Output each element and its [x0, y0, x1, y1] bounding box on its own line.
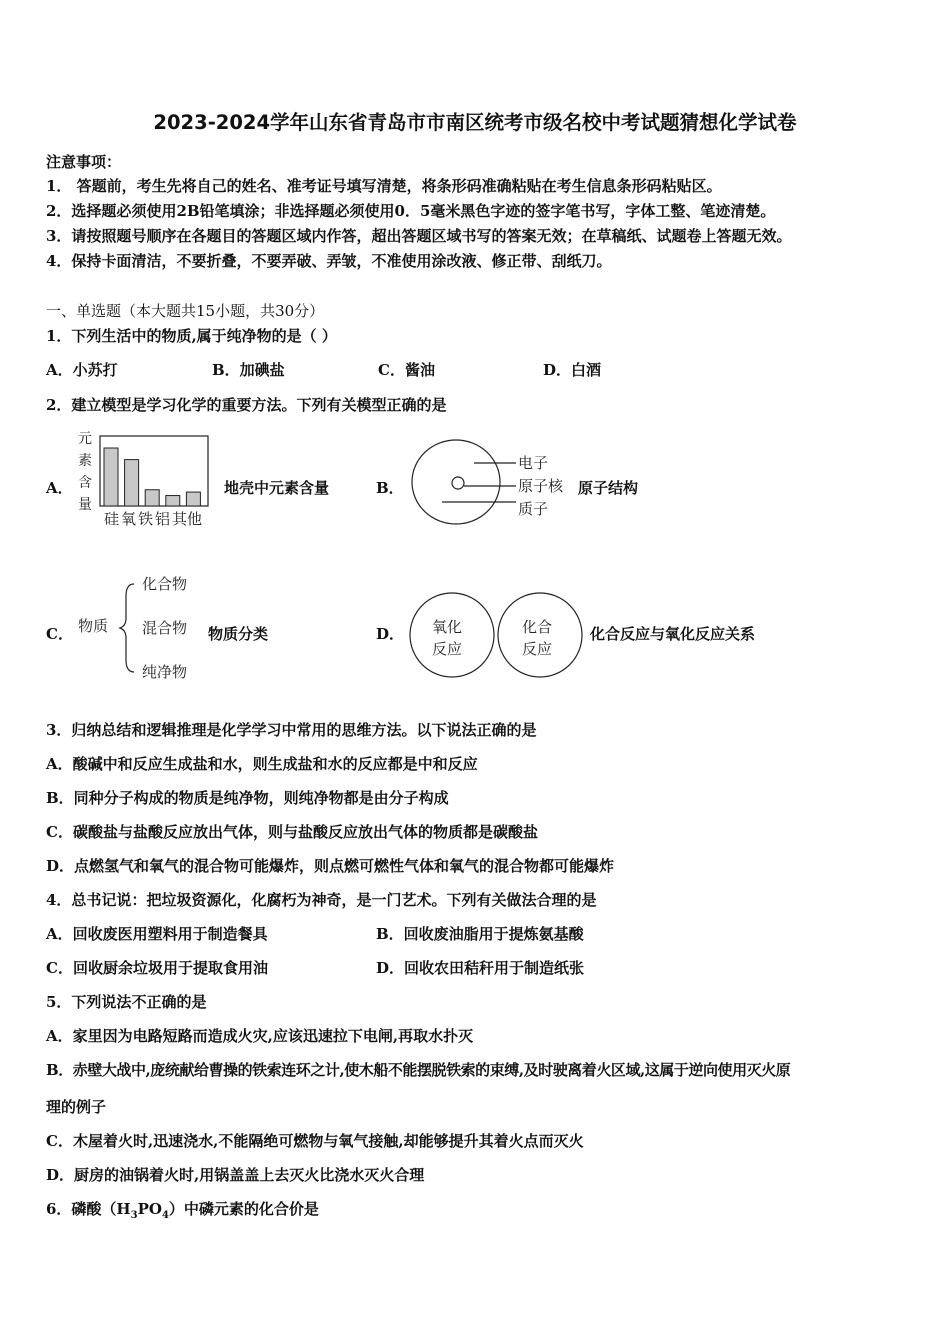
- q2-option-b-caption: 原子结构: [578, 479, 639, 497]
- matter-classification-diagram: [72, 570, 202, 686]
- notice-item: 3．请按照题号顺序在各题目的答题区域内作答，超出答题区域书写的答案无效；在草稿纸、试题卷上答题无效。: [46, 227, 792, 245]
- question-4-stem: 4．总书记说：把垃圾资源化，化腐朽为神奇，是一门艺术。下列有关做法合理的是: [46, 891, 597, 909]
- q2-option-a-letter: A．: [46, 479, 73, 497]
- classification-root: 物质: [78, 617, 109, 635]
- question-1-stem: 1．下列生活中的物质,属于纯净物的是（ ）: [46, 327, 337, 345]
- q4-option-b: B．回收废油脂用于提炼氨基酸: [376, 925, 584, 943]
- q2-option-b-letter: B．: [376, 479, 404, 497]
- q4-option-a: A．回收废医用塑料用于制造餐具: [46, 925, 268, 943]
- question-2-stem: 2．建立模型是学习化学的重要方法。下列有关模型正确的是: [46, 396, 447, 414]
- venn-diagram: [408, 590, 584, 680]
- bar-硅: [104, 448, 118, 506]
- chart-ylabel-char: 素: [78, 453, 92, 469]
- q3-option-d: D．点燃氢气和氧气的混合物可能爆炸，则点燃可燃性气体和氧气的混合物都可能爆炸: [46, 857, 615, 875]
- q1-option-c: C．酱油: [378, 361, 435, 379]
- q2-option-c-caption: 物质分类: [208, 625, 269, 643]
- notice-heading: 注意事项：: [46, 153, 122, 171]
- section-heading: 一、单选题（本大题共15小题，共30分）: [46, 302, 325, 320]
- question-5-stem: 5．下列说法不正确的是: [46, 993, 207, 1011]
- chart-ylabel-char: 元: [78, 431, 92, 447]
- oxidation-label: 氧化: [432, 618, 463, 636]
- bar-铁: [145, 490, 159, 506]
- brace-shape: [120, 584, 134, 672]
- q5-option-b: B．赤壁大战中,庞统献给曹操的铁索连环之计,使木船不能摆脱铁索的束缚,及时驶离着火区域,这属于逆向使用灭火原: [46, 1061, 791, 1079]
- bar-label: 硅: [104, 510, 120, 528]
- combination-label: 化合: [522, 618, 553, 636]
- q3-option-a: A．酸碱中和反应生成盐和水，则生成盐和水的反应都是中和反应: [46, 755, 478, 773]
- atom-outer-circle: [412, 440, 500, 524]
- notice-item: 4．保持卡面清洁，不要折叠，不要弄破、弄皱，不准使用涂改液、修正带、刮纸刀。: [46, 252, 612, 270]
- notice-item: 1． 答题前，考生先将自己的姓名、准考证号填写清楚，将条形码准确粘贴在考生信息条形码粘贴区。: [46, 177, 722, 195]
- bar-label: 铝: [155, 510, 171, 528]
- q5-option-c: C．木屋着火时,迅速浇水,不能隔绝可燃物与氧气接触,却能够提升其着火点而灭火: [46, 1132, 584, 1150]
- chart-ylabel-char: 量: [78, 497, 92, 513]
- q2-option-d-letter: D．: [376, 625, 405, 643]
- q3-option-c: C．碳酸盐与盐酸反应放出气体，则与盐酸反应放出气体的物质都是碳酸盐: [46, 823, 538, 841]
- q3-option-b: B．同种分子构成的物质是纯净物，则纯净物都是由分子构成: [46, 789, 449, 807]
- combination-label: 反应: [522, 640, 553, 658]
- chart-ylabel-char: 含: [78, 475, 92, 491]
- page-title: 2023-2024学年山东省青岛市市南区统考市级名校中考试题猜想化学试卷: [153, 111, 797, 134]
- branch-compound: 化合物: [142, 575, 188, 593]
- bar-铝: [166, 496, 180, 506]
- oxidation-label: 反应: [432, 640, 463, 658]
- crust-element-bar-chart: [72, 424, 217, 530]
- q4-option-d: D．回收农田秸秆用于制造纸张: [376, 959, 585, 977]
- q1-option-d: D．白酒: [543, 361, 602, 379]
- q1-option-b: B．加碘盐: [212, 361, 285, 379]
- bar-其他: [186, 492, 200, 506]
- label-electron: 电子: [518, 454, 549, 472]
- atom-structure-diagram: [408, 436, 578, 526]
- q2-option-c-letter: C．: [46, 625, 73, 643]
- notice-item: 2．选择题必须使用2B铅笔填涂；非选择题必须使用0．5毫米黑色字迹的签字笔书写，字体工整、笔迹清楚。: [46, 202, 776, 220]
- q5-option-b-continued: 理的例子: [46, 1098, 107, 1116]
- q5-option-d: D．厨房的油锅着火时,用锅盖盖上去灭火比浇水灭火合理: [46, 1166, 425, 1184]
- question-3-stem: 3．归纳总结和逻辑推理是化学学习中常用的思维方法。以下说法正确的是: [46, 721, 537, 739]
- bar-label: 铁: [138, 510, 154, 528]
- bar-label: 氧: [121, 510, 137, 528]
- nucleus-circle: [452, 477, 464, 489]
- q4-option-c: C．回收厨余垃圾用于提取食用油: [46, 959, 268, 977]
- branch-pure-substance: 纯净物: [142, 663, 188, 681]
- q2-option-d-caption: 化合反应与氧化反应关系: [590, 625, 756, 643]
- q5-option-a: A．家里因为电路短路而造成火灾,应该迅速拉下电闸,再取水扑灭: [46, 1027, 474, 1045]
- question-6-stem: 6．磷酸$(H_3PO_4)$中磷元素的化合价是: [46, 1200, 319, 1221]
- q1-option-a: A．小苏打: [46, 361, 118, 379]
- bar-氧: [125, 460, 139, 506]
- label-nucleus: 原子核: [518, 477, 564, 495]
- branch-mixture: 混合物: [142, 619, 188, 637]
- q2-option-a-caption: 地壳中元素含量: [224, 479, 330, 497]
- bar-label: 其他: [172, 510, 203, 528]
- label-proton: 质子: [518, 500, 549, 518]
